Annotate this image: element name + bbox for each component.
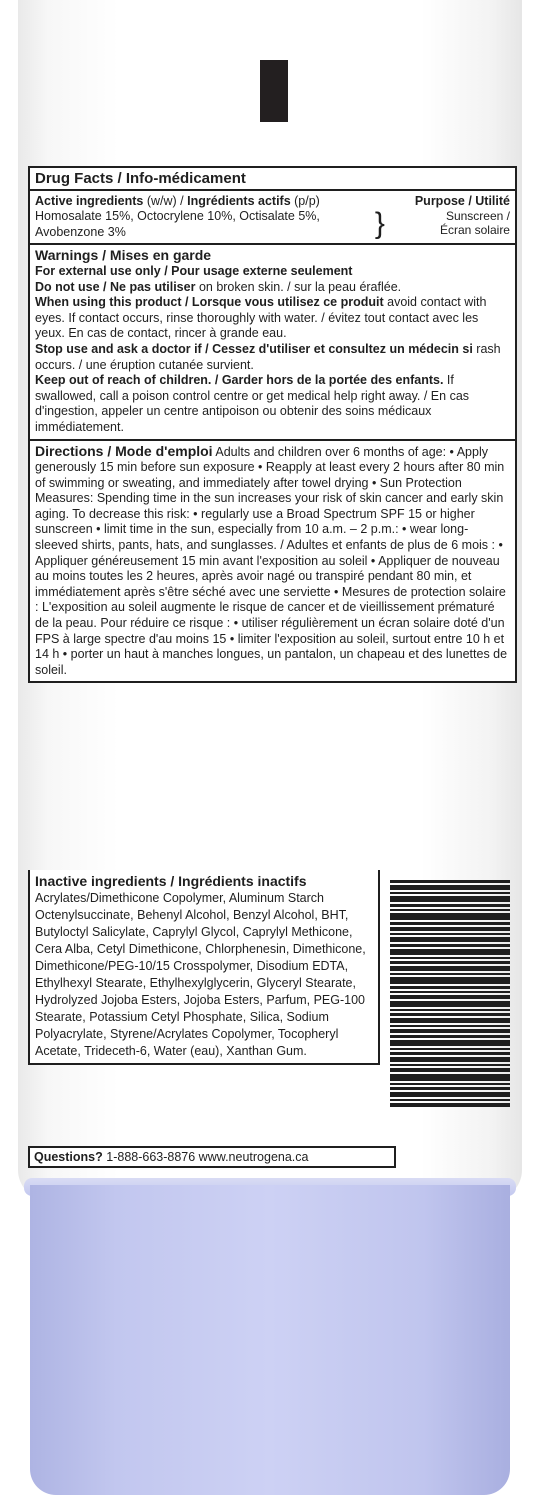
active-values-row [35,209,510,240]
do-not-use-label: Do not use / Ne pas utiliser [35,279,196,294]
directions-text: Adults and children over 6 months of age: • Apply generously 15 min before sun exposure • Reapply at least every 2 hours after 80 min of swimming or sweating, and immediately after towel drying • Sun Protection Measures: Spending time in the sun increases your risk of skin cancer and early skin aging. To decrease this risk: • regularly use a Broad Spectrum SPF 15 or higher sunscreen • limit time in the sun, especially from 10 a.m. – 2 p.m.: • wear long-sleeved shirts, pants, hats, and sunglasses. / Adultes et enfants de plus de 6 mois : • Appliquer généreusement 15 min avant l'exposition au soleil • Appliquer de nouveau au moins toutes les 2 heures, après avoir nagé ou transpiré pendant 80 min, et immédiatement après s'être séché avec une serviette • Mesures de protection solaire : L'exposition au soleil augmente le risque de cancer et de vieillissement prématuré de la peau. Pour réduire ce risque : • utiliser régulièrement un écran solaire doté d'un FPS à large spectre d'au moins 15 • limiter l'exposition au soleil, surtout entre 10 h et 14 h • porter un haut à manches longues, un pantalon, un chapeau et des lunettes de soleil. [35,444,508,677]
active-ingredients-section [30,191,515,246]
active-heading-en: Active ingredients [35,193,144,208]
brace-icon: } [374,207,385,241]
purpose-2: Écran solaire [439,223,510,238]
barcode [390,880,510,1130]
questions-text: 1-888-663-8876 www.neutrogena.ca [106,1150,309,1164]
drug-facts-title: Drug Facts / Info-médicament [30,168,515,191]
purpose-heading: Purpose / Utilité [414,193,510,208]
stop-use-text: rash occurs. / une éruption cutanée survient. [35,341,501,372]
questions-label: Questions? [34,1150,103,1164]
warnings-heading: Warnings / Mises en garde [35,247,212,264]
active-heading-row [35,194,510,210]
keep-out [35,373,510,435]
when-using-text: avoid contact with eyes. If contact occurs, rinse thoroughly with water. / évitez tout contact avec les yeux. En cas de contact, rincer à grande eau. [35,295,487,341]
active-heading-fr-unit: (p/p) [294,193,320,208]
active-ingredient-list [35,209,320,240]
do-not-use [35,280,510,296]
when-using [35,295,510,342]
stop-use [35,342,510,373]
tube-crimp-mark [260,60,288,122]
tube-cap [30,1185,510,1495]
do-not-use-text: on broken skin. / sur la peau éraflée. [198,279,402,294]
stop-use-label: Stop use and ask a doctor if / Cessez d'utiliser et consultez un médecin si [35,341,473,356]
active-heading-unit: (w/w) / [146,193,184,208]
external-use-text: For external use only / Pour usage externe seulement [35,263,353,278]
inactive-ingredients-box [28,870,380,1065]
inactive-text: Acrylates/Dimethicone Copolymer, Aluminum Starch Octenylsuccinate, Behenyl Alcohol, Benzyl Alcohol, BHT, Butyloctyl Salicylate, Caprylyl Glycol, Caprylyl Methicone, Cera Alba, Cetyl Dimethicone, Chlorphenesin, Dimethicone, Dimethicone/PEG-10/15 Crosspolymer, Disodium EDTA, Ethylhexyl Stearate, Ethylhexylglycerin, Glyceryl Stearate, Hydrolyzed Jojoba Esters, Jojoba Esters, Parfum, PEG-100 Stearate, Potassium Cetyl Phosphate, Silica, Sodium Polyacrylate, Styrene/Acrylates Copolymer, Tocopheryl Acetate, Trideceth-6, Water (eau), Xanthan Gum. [35,891,366,1058]
active-heading [35,194,320,210]
purpose-1: Sunscreen / [445,209,510,224]
directions-section [30,441,515,682]
when-using-label: When using this product / Lorsque vous utilisez ce produit [35,295,384,310]
active-heading-fr: Ingrédients actifs [187,193,291,208]
active-line-1: Homosalate 15%, Octocrylene 10%, Octisalate 5%, [35,209,320,224]
questions-box [28,1146,396,1168]
inactive-heading: Inactive ingredients / Ingrédients inactifs [35,873,307,889]
inactive-section [30,870,378,1063]
keep-out-text: If swallowed, call a poison control centre or get medical help right away. / En cas d'ingestion, appeler un centre antipoison ou obtenir des soins médicaux immédiatement. [35,373,470,434]
warnings-section [30,245,515,440]
keep-out-label: Keep out of reach of children. / Garder hors de la portée des enfants. [35,373,444,388]
drug-facts-panel [28,166,517,683]
purpose-values [440,209,510,240]
active-line-2: Avobenzone 3% [35,224,126,239]
directions-heading: Directions / Mode d'emploi [35,442,213,459]
